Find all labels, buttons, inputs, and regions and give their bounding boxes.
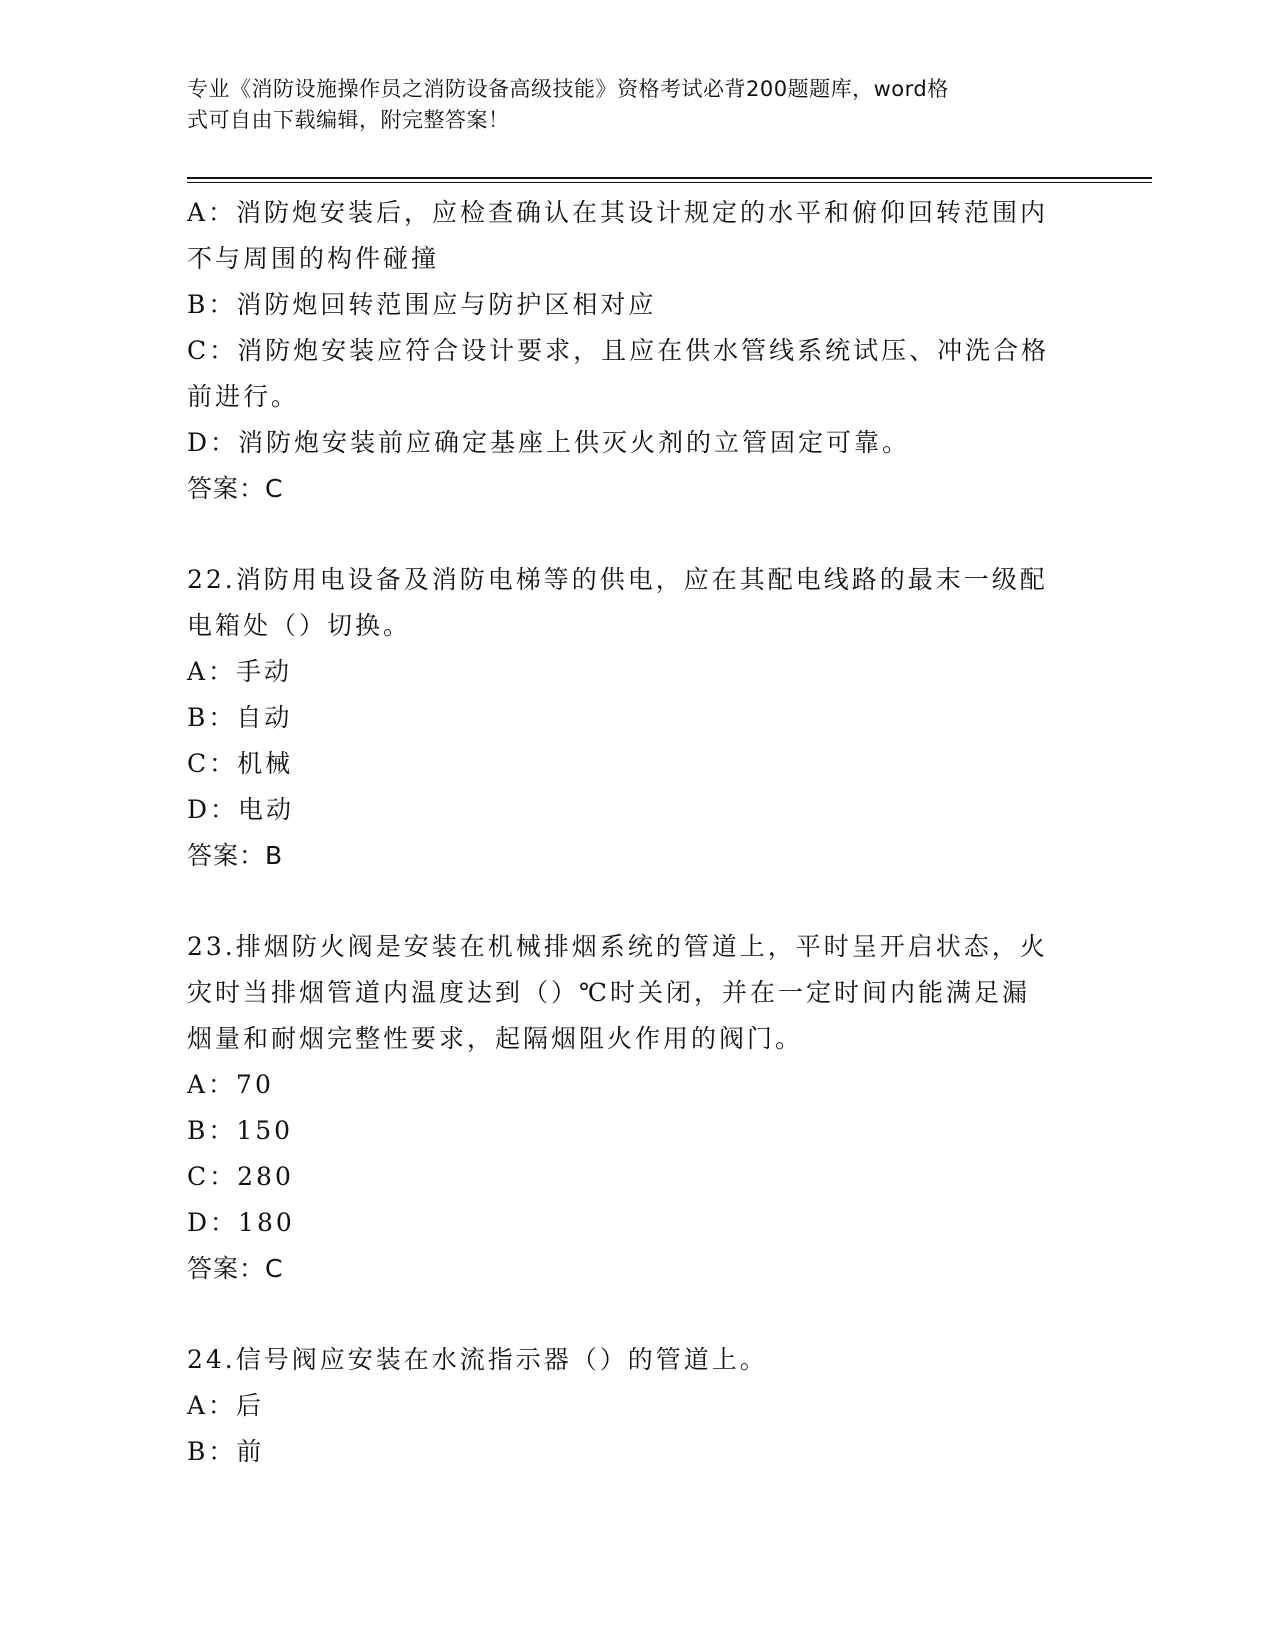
answer-text: 答案：C — [187, 1254, 284, 1283]
header-line-2: 式可自由下载编辑，附完整答案！ — [187, 108, 510, 132]
document-header — [187, 74, 1067, 136]
option-a: A：手动 — [187, 657, 293, 686]
question-stem: 23.排烟防火阀是安装在机械排烟系统的管道上，平时呈开启状态，火 — [187, 932, 1048, 961]
header-divider-thick — [187, 177, 1152, 179]
question-22 — [187, 557, 1077, 879]
option-a: A：后 — [187, 1391, 265, 1420]
question-stem: 电箱处（）切换。 — [187, 611, 412, 640]
option-line: 前进行。 — [187, 382, 300, 411]
option-b: B：自动 — [187, 703, 293, 732]
option-c: C：280 — [187, 1162, 294, 1191]
option-b: B：150 — [187, 1116, 294, 1145]
option-d: D：180 — [187, 1208, 295, 1237]
question-21 — [187, 190, 1077, 512]
option-d: D：电动 — [187, 795, 295, 824]
option-line: B：消防炮回转范围应与防护区相对应 — [187, 290, 657, 319]
question-23 — [187, 924, 1077, 1292]
option-b: B：前 — [187, 1437, 265, 1466]
question-stem: 烟量和耐烟完整性要求，起隔烟阻火作用的阀门。 — [187, 1024, 804, 1053]
option-a: A：70 — [187, 1070, 274, 1099]
answer-text: 答案：C — [187, 474, 284, 503]
spacer — [187, 512, 1077, 557]
option-c: C：机械 — [187, 749, 294, 778]
question-stem: 24.信号阀应安装在水流指示器（）的管道上。 — [187, 1345, 768, 1374]
spacer — [187, 879, 1077, 924]
question-list — [187, 190, 1077, 1475]
question-24 — [187, 1337, 1077, 1475]
answer-text: 答案：B — [187, 841, 284, 870]
option-line: C：消防炮安装应符合设计要求，且应在供水管线系统试压、冲洗合格 — [187, 336, 1050, 365]
question-stem: 灾时当排烟管道内温度达到（）℃时关闭，并在一定时间内能满足漏 — [187, 978, 1030, 1007]
option-line: D：消防炮安装前应确定基座上供灭火剂的立管固定可靠。 — [187, 428, 911, 457]
header-divider-thin — [187, 182, 1152, 183]
option-line: 不与周围的构件碰撞 — [187, 244, 440, 273]
option-line: A：消防炮安装后，应检查确认在其设计规定的水平和俯仰回转范围内 — [187, 198, 1049, 227]
question-stem: 22.消防用电设备及消防电梯等的供电，应在其配电线路的最末一级配 — [187, 565, 1048, 594]
spacer — [187, 1292, 1077, 1337]
header-line-1: 专业《消防设施操作员之消防设备高级技能》资格考试必背200题题库，word格 — [187, 77, 949, 101]
